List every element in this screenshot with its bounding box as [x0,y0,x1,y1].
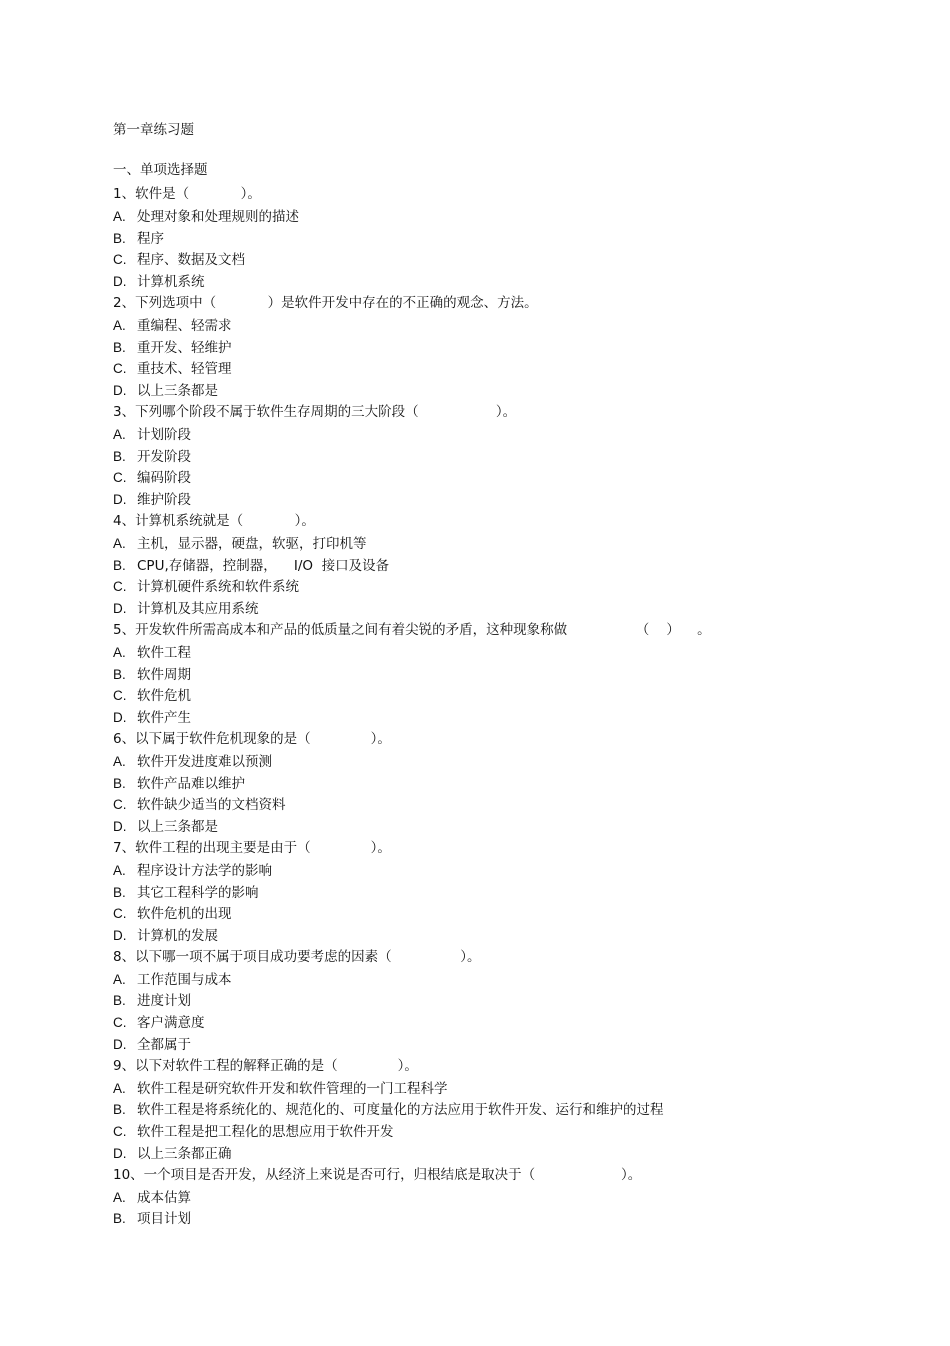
answer-option [113,1012,913,1034]
option-letter: D. [113,710,127,726]
option-text: 项目计划 [137,1211,191,1228]
option-letter: A. [113,317,126,333]
option-text: 软件工程是研究软件开发和软件管理的一门工程科学 [137,1080,448,1097]
option-text: 客户满意度 [137,1015,205,1032]
option-letter: B. [113,993,126,1009]
question-stem: 4、计算机系统就是（ ）。 [113,512,315,529]
question-stem: 2、下列选项中（ ）是软件开发中存在的不正确的观念、方法。 [113,294,538,311]
question-stem: 10、一个项目是否开发，从经济上来说是否可行，归根结底是取决于（ ）。 [113,1166,642,1183]
option-letter: B. [113,1102,126,1118]
answer-option [113,380,913,402]
option-letter: D. [113,492,127,508]
option-text: 软件工程是把工程化的思想应用于软件开发 [137,1124,394,1141]
option-letter: B. [113,557,126,573]
option-text: 程序、数据及文档 [137,252,245,269]
option-text: 重开发、轻维护 [137,339,232,356]
option-letter: C. [113,1124,127,1140]
answer-option [113,664,913,686]
answer-option [113,249,913,271]
option-letter: D. [113,1037,127,1053]
answer-option [113,555,913,577]
option-text: 维护阶段 [137,492,191,509]
question-stem: 7、软件工程的出现主要是由于（ ）。 [113,839,391,856]
option-text: 编码阶段 [137,470,191,487]
option-letter: D. [113,601,127,617]
option-text: 开发阶段 [137,448,191,465]
option-text: 重编程、轻需求 [137,317,232,334]
answer-option [113,467,913,489]
option-text: 以上三条都正确 [137,1146,232,1163]
option-letter: C. [113,252,127,268]
chapter-title: 第一章练习题 [113,122,194,138]
option-letter: A. [113,1080,126,1096]
option-letter: A. [113,971,126,987]
option-letter: C. [113,470,127,486]
answer-option [113,446,913,468]
section-heading: 一、单项选择题 [113,162,208,178]
option-text: 主机，显示器，硬盘，软驱，打印机等 [137,535,367,552]
option-text: 软件缺少适当的文档资料 [137,797,286,814]
option-text: 软件危机 [137,688,191,705]
answer-option [113,533,913,555]
answer-option [113,773,913,795]
option-text: 软件危机的出现 [137,906,232,923]
option-letter: D. [113,274,127,290]
option-text: 计划阶段 [137,426,191,443]
option-letter: A. [113,644,126,660]
option-text: 程序 [137,230,164,247]
option-text: 处理对象和处理规则的描述 [137,208,299,225]
option-text: 计算机硬件系统和软件系统 [137,579,299,596]
option-text: 计算机系统 [137,274,205,291]
answer-option [113,1034,913,1056]
option-text: 软件周期 [137,666,191,683]
option-text: 计算机及其应用系统 [137,601,259,618]
option-letter: B. [113,1211,126,1227]
option-letter: A. [113,862,126,878]
answer-option [113,969,913,991]
option-text: 重技术、轻管理 [137,361,232,378]
option-letter: C. [113,361,127,377]
option-letter: C. [113,688,127,704]
option-text: 软件开发进度难以预测 [137,753,272,770]
option-letter: D. [113,1146,127,1162]
option-letter: A. [113,753,126,769]
answer-option [113,206,913,228]
option-letter: A. [113,1189,126,1205]
option-letter: B. [113,775,126,791]
option-text: 进度计划 [137,993,191,1010]
answer-option [113,990,913,1012]
option-text: 以上三条都是 [137,819,218,836]
option-text: 软件产生 [137,710,191,727]
answer-option [113,576,913,598]
answer-option [113,925,913,947]
answer-option [113,1208,913,1230]
option-letter: A. [113,426,126,442]
option-text: 成本估算 [137,1189,191,1206]
answer-option [113,271,913,293]
answer-option [113,685,913,707]
question-stem: 9、以下对软件工程的解释正确的是（ ）。 [113,1057,418,1074]
option-letter: B. [113,666,126,682]
option-letter: B. [113,339,126,355]
answer-option [113,358,913,380]
answer-option [113,794,913,816]
answer-option [113,642,913,664]
question-stem: 8、以下哪一项不属于项目成功要考虑的因素（ ）。 [113,948,481,965]
option-letter: C. [113,797,127,813]
question-stem: 1、软件是（ ）。 [113,186,261,202]
option-text: 软件工程 [137,644,191,661]
option-letter: D. [113,928,127,944]
question-stem: 5、开发软件所需高成本和产品的低质量之间有着尖锐的矛盾，这种现象称做 （ ） 。 [113,621,711,638]
option-letter: B. [113,448,126,464]
answer-option [113,424,913,446]
answer-option [113,816,913,838]
option-letter: A. [113,208,126,224]
question-stem: 3、下列哪个阶段不属于软件生存周期的三大阶段（ ）。 [113,403,517,420]
option-text: 软件产品难以维护 [137,775,245,792]
option-text: 其它工程科学的影响 [137,884,259,901]
answer-option [113,1099,913,1121]
answer-option [113,489,913,511]
option-text: 全都属于 [137,1037,191,1054]
document-page [113,120,913,1230]
option-text: 工作范围与成本 [137,971,232,988]
answer-option [113,860,913,882]
answer-option [113,1187,913,1209]
question-stem: 6、以下属于软件危机现象的是（ ）。 [113,730,391,747]
answer-option [113,707,913,729]
answer-option [113,337,913,359]
answer-option [113,1121,913,1143]
answer-option [113,1143,913,1165]
option-letter: A. [113,535,126,551]
option-letter: D. [113,819,127,835]
answer-option [113,228,913,250]
answer-option [113,315,913,337]
option-text: CPU,存储器，控制器， I/O 接口及设备 [137,557,390,574]
question-list [113,184,913,1230]
answer-option [113,598,913,620]
answer-option [113,1078,913,1100]
option-letter: C. [113,1015,127,1031]
answer-option [113,882,913,904]
option-letter: B. [113,230,126,246]
option-text: 计算机的发展 [137,928,218,945]
answer-option [113,903,913,925]
option-letter: C. [113,579,127,595]
option-letter: D. [113,383,127,399]
option-text: 软件工程是将系统化的、规范化的、可度量化的方法应用于软件开发、运行和维护的过程 [137,1102,664,1119]
option-text: 以上三条都是 [137,383,218,400]
option-letter: B. [113,884,126,900]
option-letter: C. [113,906,127,922]
option-text: 程序设计方法学的影响 [137,862,272,879]
answer-option [113,751,913,773]
